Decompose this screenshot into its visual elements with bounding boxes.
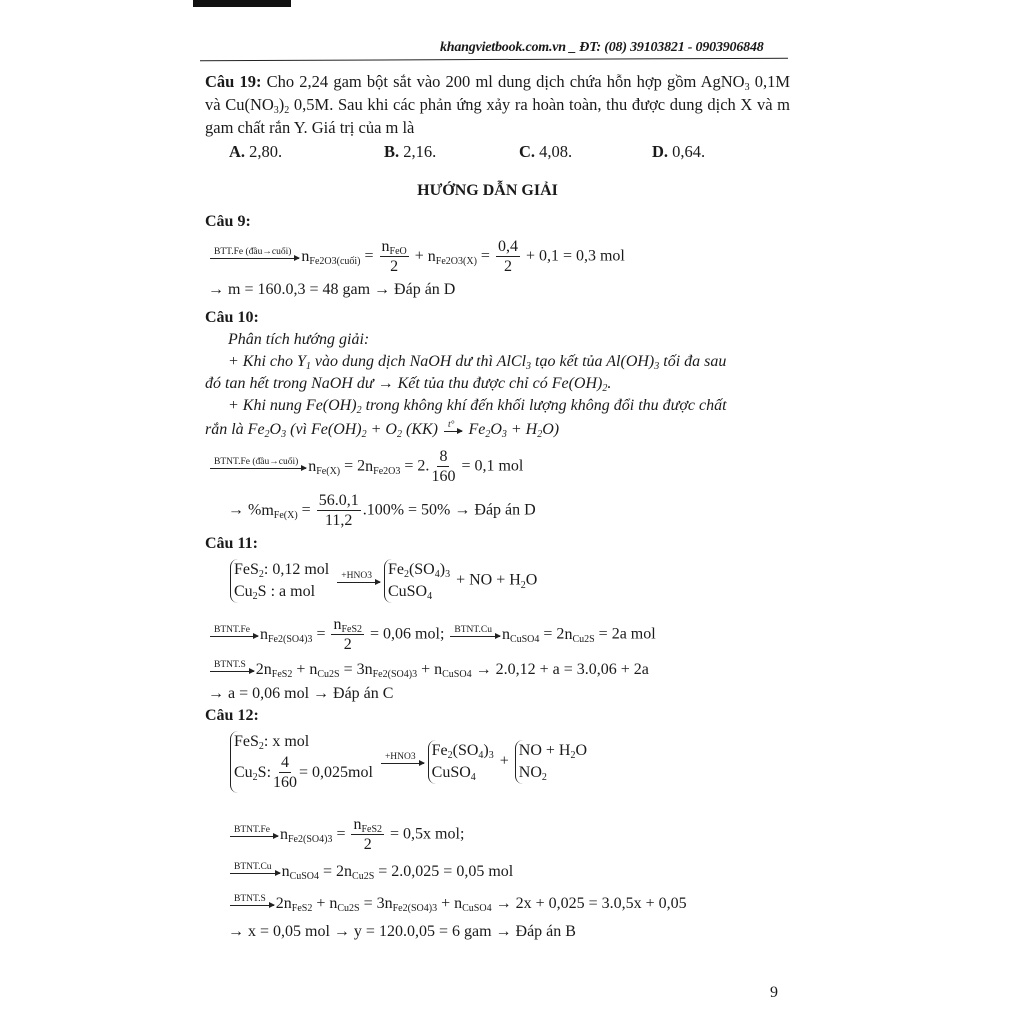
subscript: 2 [258,741,264,752]
text-run: = [332,825,350,843]
subscript: FeS2 [341,624,363,635]
text-run: ) [439,561,446,578]
text-run: tạo kết tủa Al(OH) [531,353,655,370]
arrow-icon [210,258,299,259]
brace-system [230,731,373,793]
equation-line [205,921,790,943]
subscripted-term: $n_{Fe2(SO4)3}$ [259,625,313,645]
subscripted-term: FeS$_2$ [234,733,264,752]
denominator [390,257,398,277]
brace-row [519,762,587,784]
text-run: + 0,1 = 0,3 mol [521,247,625,265]
option-value: 4,08. [539,142,573,161]
text-run: (SO [452,742,479,759]
subscript: Fe(X) [316,465,341,477]
text-run: + Khi nung Fe(OH) [228,397,357,414]
reaction-arrow [450,625,500,637]
equation-line [205,683,790,705]
fraction [496,237,520,277]
text-run: = 2 [539,625,565,643]
reaction-arrow [337,571,380,583]
subscripted-term: $n_{Fe2O3}$ [365,457,401,477]
text-run: : 0,12 mol [263,561,330,578]
subscript: 2 [602,383,608,394]
text-run: + O [366,421,397,438]
text-run: Cho 2,24 gam bột sắt vào 200 ml dung dịch chứa hỗn hợp gồm [261,72,701,91]
option-letter: D. [652,142,669,161]
text-run: + [292,661,310,678]
text-run: 2 [503,258,512,275]
subscript: Fe2(SO4)3 [287,833,333,845]
subscripted-term: $n_{FeS2}$ [283,895,313,914]
subscript: Fe2O3 [373,465,401,477]
subscript: Cu2S [352,871,375,882]
text-run: Phân tích hướng giải: [228,331,370,348]
option-a [229,141,282,163]
text-run: → m = 160.0,3 = 48 gam → Đáp án D [208,281,456,298]
equation-line [205,615,790,655]
denominator [325,511,352,531]
text-run: O) [542,421,560,438]
text-line [205,373,790,395]
text-run: = 2 [340,457,366,475]
subscripted-term: AgNO$_3$ [700,72,750,93]
arrow-label: BTNT.Fe [234,825,270,835]
brace-row [432,762,494,784]
subscript: 2 [485,429,491,440]
text-run: CuSO [431,764,471,781]
text-run: 2 [343,636,352,653]
subscript: 2 [570,750,576,761]
text-run: tối đa sau [659,353,727,370]
numerator [437,447,449,467]
subscript: FeO [389,246,407,257]
subscripted-term: $n_{Cu2S}$ [564,625,595,645]
brace-system [515,740,587,784]
subscript: CuSO4 [509,633,540,645]
arrow-label: +HNO3 [384,752,416,762]
text-run: ) [483,742,489,759]
option-c [519,141,572,163]
reaction-arrow [230,825,278,837]
subscript: 3 [744,82,750,93]
subscript: Cu2S [337,903,360,914]
subscripted-term: $n_{CuSO4}$ [454,895,492,914]
arrow-label: t° [447,420,455,431]
page-body [205,70,790,943]
option-value: 0,64. [672,142,706,161]
subscript: FeS2 [291,903,313,914]
text-run: CuSO [387,583,428,600]
subscript: 3 [445,569,451,580]
arrow-icon [230,905,274,906]
text-run: → x = 0,05 mol → y = 120.0,05 = 6 gam → Đáp án B [228,923,576,940]
subscript: 3 [526,361,532,372]
equation-line [205,559,790,603]
subscript: 2 [396,429,402,440]
text-run: = [312,625,330,643]
equation-line [205,279,790,301]
text-run [375,753,379,770]
numerator [317,491,361,511]
text-run: 2 [390,258,399,275]
arrow-label: BTNT.S [234,894,266,905]
option-value: 2,80. [249,142,283,161]
fraction [431,447,455,487]
subscripted-term: $m_{Fe(X)}$ [261,501,298,521]
text-run: . [607,375,612,392]
arrow-label: BTNT.Fe [214,625,250,635]
arrow-icon [444,431,462,432]
text-line [205,329,790,351]
q12-label: Câu 12: [205,707,259,724]
fraction [317,491,361,531]
subscript: 2 [541,772,547,783]
text-run: (SO [408,561,435,578]
subscripted-term: $n_{Fe(X)}$ [308,457,341,477]
text-run: 2 [275,895,284,912]
equation-line [205,491,790,531]
question-text [205,72,790,137]
subscripted-term: $n_{Cu2S}$ [344,863,375,882]
text-line [205,419,790,441]
subscript: Cu2S [317,669,340,680]
text-run: Fe [431,742,448,759]
subscripted-term: $Cu(NO_3$ [225,95,279,116]
subscript: CuSO4 [442,669,472,680]
page-header: khangvietbook.com.vn _ ĐT: (08) 39103821 - 0903906848 [440,40,764,55]
brace-system [384,559,450,603]
subscripted-term: $n_{CuSO4}$ [281,863,320,882]
subscript: 3 [273,105,279,116]
subscripted-term [489,740,494,762]
reaction-arrow [210,247,299,259]
text-run: đó tan hết trong NaOH dư → Kết tủa thu được chỉ có Fe(OH) [205,375,603,392]
subscript: 2 [252,591,258,602]
subscript: 3 [281,429,287,440]
q10-label: Câu 10: [205,309,259,326]
q9-label: Câu 9: [205,213,251,230]
equation-line [205,893,790,915]
subscript: 3 [654,361,660,372]
arrow-icon [230,836,278,837]
subscript: CuSO4 [462,903,492,914]
text-run: Fe [387,561,404,578]
text-run: = [360,247,378,265]
subscripted-term: $n_{Fe2(SO4)3}$ [279,825,333,845]
text-run: 4 [281,754,290,771]
subscript: 1 [305,361,311,372]
section-title: HƯỚNG DẪN GIẢI [417,182,558,199]
subscripted-term [427,581,432,603]
option-d [652,141,705,163]
text-run: S: [257,764,272,781]
subscripted-term: $n_{Cu2S}$ [309,661,340,680]
subscript: 4 [434,569,440,580]
text-run: 11,2 [325,512,353,529]
text-run: + [495,752,513,770]
denominator [504,257,512,277]
arrow-icon [337,582,380,583]
option-value: 2,16. [403,142,437,161]
text-run: = 0,025mol [299,764,373,781]
subscript: 2 [520,579,526,591]
text-run: → % [228,501,262,519]
numerator [331,615,364,635]
text-run: trong không khí đến khối lượng không đổi thu được chất [361,397,727,414]
brace-row [234,731,373,753]
subscripted-term: $n_{Fe2(SO4)3}$ [364,661,418,680]
text-run: → a = 0,06 mol → Đáp án C [208,685,394,702]
text-run: + [437,895,455,912]
subscripted-term: $n_{Cu2S}$ [329,895,360,914]
arrow-icon [450,636,500,637]
denominator [364,835,372,855]
text-run: O [525,571,538,589]
subscript: 3 [501,429,507,440]
subscript: 2 [264,429,270,440]
subscript: Fe2(SO4)3 [372,669,418,680]
arrow-label: BTNT.S [214,660,246,671]
subscript: FeS2 [271,669,293,680]
subscripted-term: $n_{CuSO4}$ [434,661,472,680]
reaction-arrow [210,457,306,469]
subscript: 3 [488,750,494,761]
text-run: 0,4 [497,238,518,255]
fraction [331,615,364,655]
equation-line [205,731,790,793]
text-run: O [269,421,282,438]
subscript: CuSO4 [289,871,320,882]
brace-row [432,740,494,762]
text-run: .100% = 50% → Đáp án D [362,501,536,519]
text-run: 8 [439,448,448,465]
text-run: O [490,421,502,438]
arrow-icon [381,763,424,764]
brace-row [388,581,450,603]
reaction-arrow [230,894,274,906]
subscripted-term [445,559,450,581]
text-run: → 2.0,12 + a = 3.0,06 + 2a [471,661,649,678]
text-run: = 2. [400,457,430,475]
subscript: Fe2(SO4)3 [267,633,313,645]
subscript: Fe2O3(cuối) [309,255,361,267]
text-run: + [417,661,435,678]
subscript: 2 [537,429,543,440]
scan-edge-bar [193,0,291,7]
reaction-arrow [230,862,280,874]
equation-line [205,815,790,855]
brace-row [234,559,329,581]
option-letter: B. [384,142,400,161]
brace-row [234,753,373,793]
denominator [431,467,455,487]
subscripted-term [471,762,476,784]
numerator [496,237,520,257]
arrow-label: BTNT.Cu [234,862,272,873]
text-run: 2 [363,836,372,853]
text-run: = 2.0,025 = 0,05 mol [374,863,514,880]
text-run: + H [506,421,538,438]
text-run: = 2 [319,863,345,880]
arrow-label: BTNT.Fe (đầu→cuối) [214,457,299,467]
text-run: (KK) [401,421,442,438]
fraction [351,815,384,855]
text-run [331,572,335,589]
subscripted-term: $n_{Fe2O3(cuối)}$ [301,247,361,267]
text-run: : x mol [263,733,310,750]
denominator [344,635,352,655]
arrow-icon [210,468,306,469]
brace-row [234,581,329,603]
arrow-icon [210,636,258,637]
subscripted-term: $n_{CuSO4}$ [501,625,540,645]
text-run: 0,5M. Sau khi các phản ứng xảy ra hoàn toàn, thu được dung dịch X và m gam chất rắn Y. Giá trị của m là [205,95,790,137]
subscripted-term: $Cu_2$ [234,583,258,602]
text-run: = 2a mol [594,625,656,643]
arrow-label: BTT.Fe (đầu→cuối) [214,247,292,257]
question-19 [205,70,790,139]
equation-line [205,659,790,681]
equation-line [205,447,790,487]
header-rule [200,58,788,62]
subscript: 2 [252,772,258,783]
text-run: vào dung dịch NaOH dư thì AlCl [310,353,527,370]
subscript: 2 [356,405,362,416]
subscript: 2 [403,569,409,580]
text-run: + [410,247,428,265]
reaction-arrow [444,420,462,432]
text-run: 56.0,1 [318,492,359,509]
subscript: 4 [427,591,433,602]
denominator [273,773,297,793]
arrow-icon [230,873,280,874]
subscript: Cu2S [572,633,595,645]
text-run: S : a mol [257,583,316,600]
brace-row [519,740,587,762]
answer-options [205,141,790,163]
subscripted-term: $n_{FeS2}$ [333,616,363,635]
subscript: 2 [258,569,264,580]
subscripted-term: $n_{Fe2(SO4)3}$ [384,895,438,914]
arrow-label: +HNO3 [341,571,372,581]
text-run: + Khi cho Y [228,353,306,370]
text-run: 160 [273,774,298,791]
text-run: = 0,5x mol; [386,825,465,843]
text-run: = 3 [359,895,385,912]
text-run: = 0,06 mol; [366,625,449,643]
text-run: Fe [464,421,486,438]
arrow-label: BTNT.Cu [454,625,492,635]
subscript: FeS2 [361,824,383,835]
text-line [205,395,790,417]
fraction [273,753,297,793]
option-b [384,141,436,163]
arrow-icon [210,671,254,672]
subscripted-term: $n_{Fe2O3(X)}$ [427,247,477,267]
fraction [380,237,409,277]
text-run: rắn là Fe [205,421,265,438]
subscripted-term: $n_{FeO}$ [381,238,407,257]
brace-system [230,559,329,603]
numerator [279,753,291,773]
q11-label: Câu 11: [205,535,258,552]
subscript: 4 [470,772,476,783]
numerator [351,815,384,835]
text-run: = 0,1 mol [457,457,524,475]
text-run: + NO + H [452,571,521,589]
option-letter: C. [519,142,536,161]
brace-system [428,740,494,784]
text-run: O [575,742,588,759]
page-number: 9 [770,984,778,1001]
subscript: Fe(X) [273,509,298,521]
subscript: 4 [478,750,484,761]
subscripted-term [542,762,547,784]
equation-line [205,237,790,277]
text-run: NO + H [518,742,571,759]
reaction-arrow [381,752,424,764]
reaction-arrow [210,625,258,637]
subscripted-term: FeS$_2$ [234,561,264,580]
text-run: (vì Fe(OH) [286,421,362,438]
text-line [205,351,790,373]
text-run: = [297,501,315,519]
numerator [380,237,409,257]
text-run: 160 [431,468,456,485]
subscript: 2 [447,750,453,761]
subscript: 2 [361,429,367,440]
text-run: 0,1M và [205,72,791,114]
text-run: + [312,895,330,912]
subscripted-term: )$_2$ [278,95,290,116]
question-label: Câu 19: [205,72,262,91]
equation-line [205,861,790,883]
text-run: 2 [255,661,264,678]
subscript: Fe2O3(X) [435,255,477,267]
reaction-arrow [210,660,254,672]
option-letter: A. [229,142,246,161]
text-run: = 3 [339,661,365,678]
text-run: → 2x + 0,025 = 3.0,5x + 0,05 [491,895,687,912]
subscripted-term: $n_{FeS2}$ [353,816,383,835]
text-run: = [476,247,494,265]
text-run: NO [518,764,542,781]
subscript: Fe2(SO4)3 [392,903,438,914]
brace-row [388,559,450,581]
subscripted-term: $n_{FeS2}$ [263,661,293,680]
subscripted-term: $Cu_2$ [234,764,258,783]
subscript: 2 [284,105,290,116]
